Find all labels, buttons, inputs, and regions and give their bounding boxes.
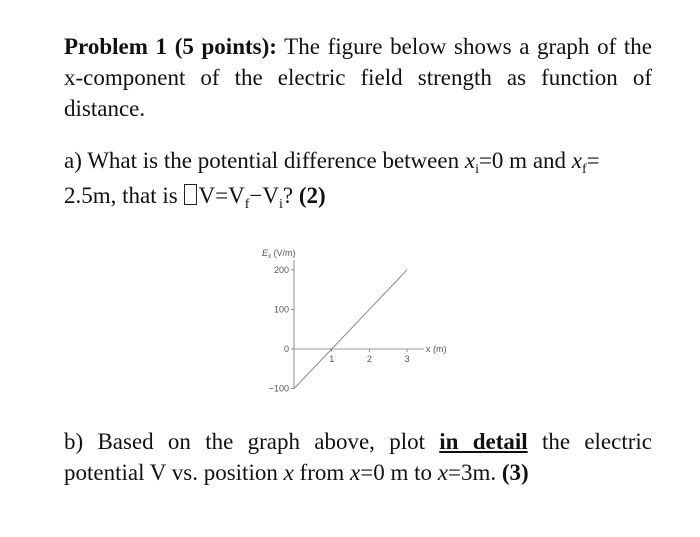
y-tick-label: 200 xyxy=(273,264,289,275)
x-variable-3: x xyxy=(437,460,448,485)
part-a-text-5: −V xyxy=(249,183,279,208)
problem-intro xyxy=(64,31,652,124)
part-a-text-3: = 2.5m, that is xyxy=(64,148,600,208)
part-a-text-1: a) What is the potential difference between xyxy=(64,148,465,173)
y-tick-label: 100 xyxy=(273,304,289,315)
vi-subscript: i xyxy=(278,197,283,212)
xf-variable: x xyxy=(571,148,582,173)
x-tick-label: 3 xyxy=(404,354,410,364)
part-b-text-2: the electric potential V vs. position xyxy=(64,429,652,485)
part-a-text-6: ? xyxy=(282,183,299,208)
x-tick-label: 1 xyxy=(329,354,335,364)
y-tick-label: 0 xyxy=(283,344,289,354)
part-a-text-4: V=V xyxy=(198,183,245,208)
part-b-question xyxy=(64,426,652,488)
vf-subscript: f xyxy=(244,197,250,212)
xi-subscript: i xyxy=(475,162,479,177)
y-tick-label: −100 xyxy=(268,383,289,394)
x-axis-label: x (m) xyxy=(426,344,447,354)
part-b-text-3: from xyxy=(293,460,351,485)
part-a-question xyxy=(64,145,652,215)
part-b-text-4: =0 m to xyxy=(360,460,438,485)
efield-series-line xyxy=(294,270,407,389)
xi-variable: x xyxy=(464,148,476,173)
x-variable-1: x xyxy=(283,460,294,485)
problem-heading: Problem 1 (5 points): xyxy=(64,34,277,59)
axis-ticks xyxy=(269,265,410,394)
missing-delta-glyph-icon xyxy=(184,184,197,205)
x-variable-2: x xyxy=(350,460,361,485)
x-tick-label: 2 xyxy=(366,354,372,364)
part-a-points: (2) xyxy=(298,183,326,208)
problem-intro-text: The figure below shows a graph of the x-component of the electric field strength as function of distance. xyxy=(64,34,652,121)
xf-subscript: f xyxy=(582,162,587,177)
part-b-text-1: b) Based on the graph above, plot xyxy=(64,429,440,454)
part-b-emphasis: in detail xyxy=(439,429,528,454)
efield-graph xyxy=(250,238,460,398)
part-b-text-5: =3m. xyxy=(447,460,502,485)
part-a-text-2: =0 m and xyxy=(478,148,572,173)
part-b-points: (3) xyxy=(501,460,529,485)
y-axis-label: $E_x$ (V/m) xyxy=(262,248,296,260)
